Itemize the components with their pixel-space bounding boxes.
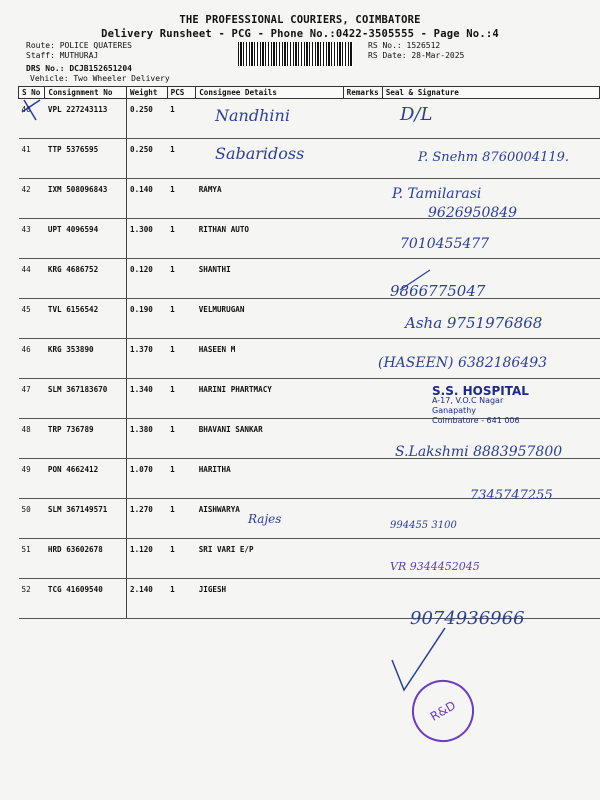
sno: 50 — [19, 499, 45, 539]
strike-mark-40 — [22, 100, 40, 120]
weight: 0.120 — [127, 259, 168, 299]
consignee: RITHAN AUTO — [196, 219, 343, 259]
consignment-no: TTP 5376595 — [45, 139, 127, 179]
sno: 52 — [19, 579, 45, 619]
consignment-no: IXM 508096843 — [45, 179, 127, 219]
consignee: RAMYA — [196, 179, 343, 219]
weight: 1.300 — [127, 219, 168, 259]
weight: 1.380 — [127, 419, 168, 459]
weight: 0.140 — [127, 179, 168, 219]
consignee: AISHWARYA — [196, 499, 343, 539]
handwritten-signature-45: Asha 9751976868 — [405, 314, 543, 332]
consignee: BHAVANI SANKAR — [196, 419, 343, 459]
consignee: HARITHA — [196, 459, 343, 499]
pcs: 1 — [167, 339, 196, 379]
consignee: HARINI PHARTMACY — [196, 379, 343, 419]
pcs: 1 — [167, 539, 196, 579]
col-signature: Seal & Signature — [382, 87, 599, 99]
handwritten-signature-50: 994455 3100 — [390, 520, 457, 531]
consignment-no: UPT 4096594 — [45, 219, 127, 259]
handwritten-signature-40: D/L — [400, 104, 433, 125]
col-remarks: Remarks — [343, 87, 382, 99]
runsheet-subtitle: Delivery Runsheet - PCG - Phone No.:0422-3505555 - Page No.:4 — [101, 28, 499, 40]
col-consignment: Consignment No — [45, 87, 127, 99]
handwritten-name-41: Sabaridoss — [215, 144, 305, 163]
weight: 1.340 — [127, 379, 168, 419]
stamp-line-2: A-17, V.O.C Nagar — [432, 396, 504, 405]
pcs: 1 — [167, 259, 196, 299]
consignment-no: KRG 353890 — [45, 339, 127, 379]
rs-date-text: RS Date: 28-Mar-2025 — [368, 51, 465, 60]
weight: 1.070 — [127, 459, 168, 499]
sno: 45 — [19, 299, 45, 339]
consignee: HASEEN M — [196, 339, 343, 379]
handwritten-signature-49: 7345747255 — [470, 488, 553, 503]
consignment-no: TVL 6156542 — [45, 299, 127, 339]
weight: 1.370 — [127, 339, 168, 379]
pcs: 1 — [167, 179, 196, 219]
handwritten-signature-42a: P. Tamilarasi — [392, 186, 482, 202]
drs-no-text: DRS No.: DCJB152651204 — [26, 64, 132, 73]
consignment-no: KRG 4686752 — [45, 259, 127, 299]
pcs: 1 — [167, 459, 196, 499]
col-pcs: PCS — [167, 87, 196, 99]
weight: 2.140 — [127, 579, 168, 619]
sno: 51 — [19, 539, 45, 579]
handwritten-signature-43: 7010455477 — [400, 236, 490, 252]
round-seal: R&D — [401, 669, 486, 754]
stamp-line-1: S.S. HOSPITAL — [432, 384, 529, 398]
pen-stroke — [400, 270, 430, 290]
vehicle-text: Vehicle: Two Wheeler Delivery — [30, 74, 170, 83]
sno: 40 — [19, 99, 45, 139]
sno: 49 — [19, 459, 45, 499]
rs-no-text: RS No.: 1526512 — [368, 41, 441, 50]
consignment-no: SLM 367149571 — [45, 499, 127, 539]
pcs: 1 — [167, 379, 196, 419]
stamp-line-4: Coimbatore - 641 006 — [432, 416, 520, 425]
handwritten-signature-46: (HASEEN) 6382186493 — [378, 355, 548, 371]
pcs: 1 — [167, 139, 196, 179]
handwritten-signature-52: 9074936966 — [410, 608, 525, 629]
pcs: 1 — [167, 579, 196, 619]
consignee: VELMURUGAN — [196, 299, 343, 339]
weight: 0.250 — [127, 99, 168, 139]
pcs: 1 — [167, 419, 196, 459]
consignee: JIGESH — [196, 579, 343, 619]
sno: 46 — [19, 339, 45, 379]
consignment-no: TRP 736789 — [45, 419, 127, 459]
consignment-no: SLM 367183670 — [45, 379, 127, 419]
company-title: THE PROFESSIONAL COURIERS, COIMBATORE — [179, 14, 421, 26]
weight: 1.270 — [127, 499, 168, 539]
col-weight: Weight — [127, 87, 168, 99]
handwritten-name-40: Nandhini — [215, 106, 290, 125]
handwritten-signature-42b: 9626950849 — [428, 205, 518, 221]
stamp-line-3: Ganapathy — [432, 406, 476, 415]
consignment-no: HRD 63602678 — [45, 539, 127, 579]
handwritten-signature-51: VR 9344452045 — [390, 560, 480, 573]
col-consignee: Consignee Details — [196, 87, 343, 99]
sno: 41 — [19, 139, 45, 179]
consignment-no: TCG 41609540 — [45, 579, 127, 619]
sno: 47 — [19, 379, 45, 419]
sno: 43 — [19, 219, 45, 259]
weight: 0.250 — [127, 139, 168, 179]
handwritten-name-50: Rajes — [248, 512, 282, 526]
consignment-no: VPL 227243113 — [45, 99, 127, 139]
route-text: Route: POLICE QUATERES — [26, 41, 132, 50]
pcs: 1 — [167, 499, 196, 539]
consignment-no: PON 4662412 — [45, 459, 127, 499]
handwritten-signature-41: P. Snehm 8760004119. — [418, 150, 570, 165]
consignee: SRI VARI E/P — [196, 539, 343, 579]
handwritten-signature-44: 9866775047 — [390, 282, 486, 300]
col-sno: S No — [19, 87, 45, 99]
weight: 1.120 — [127, 539, 168, 579]
handwritten-signature-48: S.Lakshmi 8883957800 — [395, 444, 563, 460]
pcs: 1 — [167, 219, 196, 259]
staff-text: Staff: MUTHURAJ — [26, 51, 99, 60]
sno: 48 — [19, 419, 45, 459]
pcs: 1 — [167, 299, 196, 339]
sno: 44 — [19, 259, 45, 299]
consignee: SHANTHI — [196, 259, 343, 299]
pcs: 1 — [167, 99, 196, 139]
sno: 42 — [19, 179, 45, 219]
weight: 0.190 — [127, 299, 168, 339]
